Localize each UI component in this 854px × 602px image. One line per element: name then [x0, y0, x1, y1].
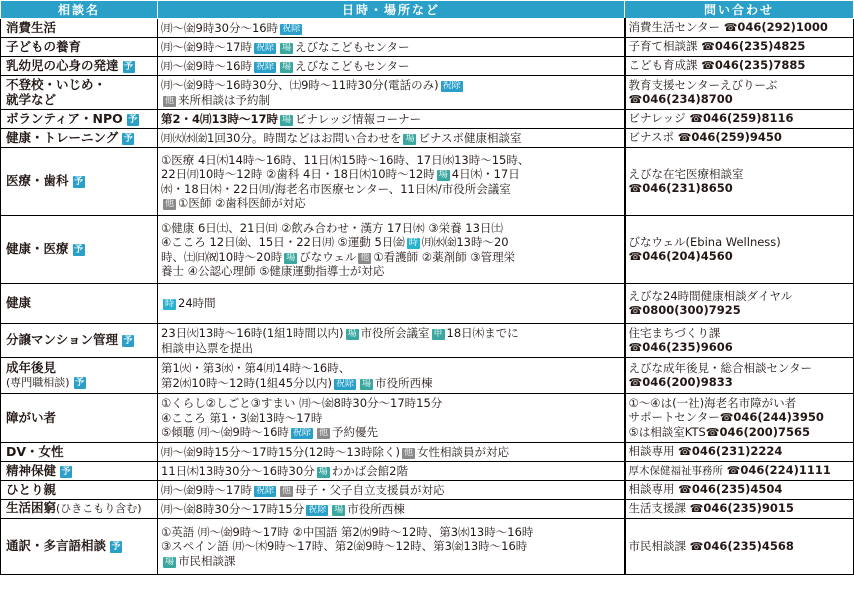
phone-icon: ☎ — [677, 131, 692, 145]
table-row — [1, 519, 854, 575]
place-badge: 場 — [318, 466, 328, 477]
table-row — [1, 216, 854, 284]
table-row — [1, 284, 854, 324]
table-row — [1, 324, 854, 358]
phone-number: 046(231)2224 — [691, 444, 783, 459]
phone-icon: ☎ — [701, 40, 715, 54]
row-detail: ㈪〜㈮9時〜17時 祝除 他 母子・父子自立支援員が対応 — [158, 481, 625, 500]
phone-number: 046(231)8650 — [642, 181, 733, 195]
place-badge: 場 — [347, 329, 357, 339]
place-badge: 場 — [405, 133, 415, 144]
phone-number: 046(200)9833 — [642, 375, 733, 389]
row-name: 精神保健 予 — [1, 462, 158, 481]
row-detail: ㈪〜㈮9時30分〜16時 祝除 — [158, 19, 625, 38]
phone-number: 046(204)4560 — [642, 249, 733, 263]
table-header — [1, 1, 854, 19]
row-contact: 市民相談課 ☎046(235)4568 — [625, 519, 854, 575]
reservation-required-badge: 予 — [123, 336, 133, 347]
row-name: 医療・歯科 予 — [1, 148, 158, 216]
phone-number: 046(235)9606 — [642, 340, 733, 354]
place-badge: 場 — [165, 556, 175, 567]
row-contact: 消費生活センター ☎046(292)1000 — [625, 19, 854, 38]
place-badge: 場 — [334, 504, 344, 515]
table-row — [1, 38, 854, 57]
row-contact: ビナレッジ ☎046(259)8116 — [625, 110, 854, 129]
header-contact: 問い合わせ — [625, 1, 854, 19]
row-detail: 第1㈫・第3㈬・第4㈪14時〜16時、 第2㈬10時〜12時(1組45分以内) 祝除 場 市役所西棟 — [158, 358, 625, 394]
holiday-excluded-badge: 祝除 — [255, 61, 274, 72]
phone-icon: ☎ — [628, 182, 643, 195]
phone-icon: ☎ — [689, 539, 704, 553]
row-detail: ㈪㈫㈬㈮1回30分。時間などはお問い合わせを 場 ビナスポ健康相談室 — [158, 129, 625, 148]
row-contact: えびな成年後見・総合相談センター ☎046(200)9833 — [625, 358, 854, 394]
row-contact: 教育支援センターえびりーぶ ☎046(234)8700 — [625, 76, 854, 110]
row-contact: 相談専用 ☎046(235)4504 — [625, 481, 854, 500]
phone-number: 046(244)3950 — [733, 410, 824, 424]
row-contact: びなウェル(Ebina Wellness) ☎046(204)4560 — [625, 216, 854, 284]
row-detail: ㈪〜㈮9時15分〜17時15分(12時〜13時除く) 他 女性相談員が対応 — [158, 443, 625, 462]
row-contact: 生活支援課 ☎046(235)9015 — [625, 500, 854, 519]
holiday-excluded-badge: 祝除 — [282, 23, 301, 34]
row-name: ボランティア・NPO 予 — [1, 110, 158, 129]
other-badge: 他 — [165, 95, 175, 106]
place-badge: 場 — [438, 170, 448, 180]
phone-icon: ☎ — [719, 411, 734, 424]
phone-icon: ☎ — [628, 93, 643, 106]
table-row — [1, 57, 854, 76]
row-name: 乳幼児の心身の発達 予 — [1, 57, 158, 76]
time-badge: 時 — [165, 299, 175, 310]
row-name: 健康 — [1, 284, 158, 324]
phone-number: 046(235)4825 — [714, 39, 806, 54]
reservation-required-badge: 予 — [128, 114, 138, 125]
phone-icon: ☎ — [689, 502, 704, 516]
row-name: 通訳・多言語相談 予 — [1, 519, 158, 575]
phone-number: 046(235)9015 — [703, 501, 794, 516]
phone-number: 046(292)1000 — [737, 20, 828, 35]
place-badge: 場 — [281, 42, 291, 53]
row-detail: 11日㈭13時30分〜16時30分 場 わかば会館2階 — [158, 462, 625, 481]
phone-icon: ☎ — [628, 341, 643, 354]
phone-number: 046(235)4568 — [703, 538, 794, 553]
table-row — [1, 110, 854, 129]
row-name: 成年後見 (専門職相談) 予 — [1, 358, 158, 394]
row-name: 健康・医療 予 — [1, 216, 158, 284]
row-name: DV・女性 — [1, 443, 158, 462]
phone-number: 046(234)8700 — [642, 92, 733, 106]
row-detail: ①健康 6日㈯、21日㈰ ②飲み合わせ・漢方 17日㈬ ③栄養 13日㈯ ④こころ 12日㈮、15日・22日㈪ ⑤運動 5日㈮ 時 ㈪㈬㈮13時〜20 時、㈯㈰㈷10時〜20時 場 びなウェル 他 ①看護師 ②薬剤師 ③管理栄 養士 ④公認心理師 ⑤健康運動指導士が対応 — [158, 216, 625, 284]
row-contact: ①〜④は(一社)海老名市障がい者 サポートセンター☎046(244)3950 ⑤は相談室KTS☎046(200)7565 — [625, 394, 854, 443]
phone-icon: ☎ — [701, 59, 715, 73]
row-name: 消費生活 — [1, 19, 158, 38]
holiday-excluded-badge: 祝除 — [255, 485, 274, 496]
reservation-required-badge: 予 — [74, 177, 84, 188]
table-row — [1, 358, 854, 394]
place-badge: 場 — [281, 61, 291, 72]
place-badge: 場 — [282, 114, 292, 125]
row-name: 分譲マンション管理 予 — [1, 324, 158, 358]
row-name: 生活困窮(ひきこもり含む) — [1, 500, 158, 519]
phone-number: 0800(300)7925 — [642, 303, 741, 317]
table-row — [1, 481, 854, 500]
phone-icon: ☎ — [628, 250, 643, 263]
other-badge: 他 — [360, 252, 370, 263]
holiday-excluded-badge: 祝除 — [308, 504, 327, 515]
reservation-required-badge: 予 — [124, 61, 134, 72]
row-name: 不登校・いじめ・ 就学など — [1, 76, 158, 110]
table-row — [1, 500, 854, 519]
row-detail: ①くらし②しごと③すまい ㈪〜㈮8時30分〜17時15分 ④こころ 第1・3㈮13時〜17時 ⑤傾聴 ㈪〜㈮9時〜16時 祝除 他 予約優先 — [158, 394, 625, 443]
phone-icon: ☎ — [678, 445, 692, 459]
table-row — [1, 19, 854, 38]
row-name: 健康・トレーニング 予 — [1, 129, 158, 148]
phone-icon: ☎ — [689, 112, 704, 126]
row-contact: 厚木保健福祉事務所 ☎046(224)1111 — [625, 462, 854, 481]
reservation-required-badge: 予 — [111, 542, 121, 553]
other-badge: 他 — [281, 485, 291, 496]
table-row — [1, 148, 854, 216]
phone-icon: ☎ — [628, 304, 643, 317]
row-contact: こども育成課 ☎046(235)7885 — [625, 57, 854, 76]
header-datetime-place: 日時・場所など — [158, 1, 625, 19]
phone-number: 046(235)7885 — [714, 58, 806, 73]
phone-icon: ☎ — [726, 464, 741, 478]
row-name: 障がい者 — [1, 394, 158, 443]
table-row — [1, 76, 854, 110]
row-contact: えびな在宅医療相談室 ☎046(231)8650 — [625, 148, 854, 216]
row-detail: 23日㈫13時〜16時(1組1時間以内) 場 市役所会議室 申 18日㈭までに 相談申込票を提出 — [158, 324, 625, 358]
row-name: 子どもの養育 — [1, 38, 158, 57]
phone-number: 046(235)4504 — [691, 482, 783, 497]
time-badge: 時 — [408, 238, 418, 248]
table-row — [1, 129, 854, 148]
phone-number: 046(259)8116 — [703, 111, 794, 126]
holiday-excluded-badge: 祝除 — [292, 428, 311, 439]
row-detail: 第2・4㈪13時〜17時 場 ビナレッジ情報コーナー — [158, 110, 625, 129]
row-detail: ①英語 ㈪〜㈮9時〜17時 ②中国語 第2㈬9時〜12時、第3㈬13時〜16時 ③スペイン語 ㈪〜㈭9時〜17時、第2㈮9時〜12時、第3㈮13時〜16時 場 市民相談課 — [158, 519, 625, 575]
row-contact: 住宅まちづくり課 ☎046(235)9606 — [625, 324, 854, 358]
other-badge: 他 — [318, 428, 328, 439]
table-row — [1, 443, 854, 462]
row-detail: 時 24時間 — [158, 284, 625, 324]
phone-number-2: 046(200)7565 — [719, 425, 811, 439]
row-name: ひとり親 — [1, 481, 158, 500]
row-detail: ㈪〜㈮9時〜16時30分、㈯9時〜11時30分(電話のみ) 祝除 他 来所相談は予約制 — [158, 76, 625, 110]
phone-icon: ☎ — [723, 21, 738, 35]
apply-badge: 申 — [433, 329, 443, 339]
phone-number: 046(224)1111 — [740, 463, 831, 478]
row-contact: ビナスポ ☎046(259)9450 — [625, 129, 854, 148]
reservation-required-badge: 予 — [61, 466, 71, 477]
header-consultation-name: 相談名 — [1, 1, 158, 19]
row-detail: ①医療 4日㈭14時〜16時、11日㈭15時〜16時、17日㈬13時〜15時、 22日㈪10時〜12時 ②歯科 4日・18日㈭10時〜12時 場 4日㈭・17日 ㈬・18日㈭・22日㈪/海老名市医療センター、11日㈭/市役所会議室 他 ①医師 ②歯科医師が対応 — [158, 148, 625, 216]
row-contact: 子育て相談課 ☎046(235)4825 — [625, 38, 854, 57]
row-contact: 相談専用 ☎046(231)2224 — [625, 443, 854, 462]
phone-icon: ☎ — [678, 483, 692, 497]
place-badge: 場 — [362, 378, 372, 389]
row-contact: えびな24時間健康相談ダイヤル ☎0800(300)7925 — [625, 284, 854, 324]
holiday-excluded-badge: 祝除 — [442, 81, 461, 91]
row-detail: ㈪〜㈮9時〜17時 祝除 場 えびなこどもセンター — [158, 38, 625, 57]
row-detail: ㈪〜㈮8時30分〜17時15分 祝除 場 市役所西棟 — [158, 500, 625, 519]
table-row — [1, 462, 854, 481]
reservation-required-badge: 予 — [123, 133, 133, 144]
other-badge: 他 — [403, 447, 413, 458]
reservation-required-badge: 予 — [75, 378, 85, 388]
table-row — [1, 394, 854, 443]
other-badge: 他 — [165, 199, 175, 209]
phone-icon: ☎ — [628, 376, 643, 389]
place-badge: 場 — [286, 252, 296, 263]
holiday-excluded-badge: 祝除 — [255, 42, 274, 53]
row-detail: ㈪〜㈮9時〜16時 祝除 場 えびなこどもセンター — [158, 57, 625, 76]
phone-number: 046(259)9450 — [691, 130, 782, 145]
phone-icon: ☎ — [705, 426, 720, 439]
reservation-required-badge: 予 — [74, 245, 84, 256]
holiday-excluded-badge: 祝除 — [336, 378, 355, 389]
